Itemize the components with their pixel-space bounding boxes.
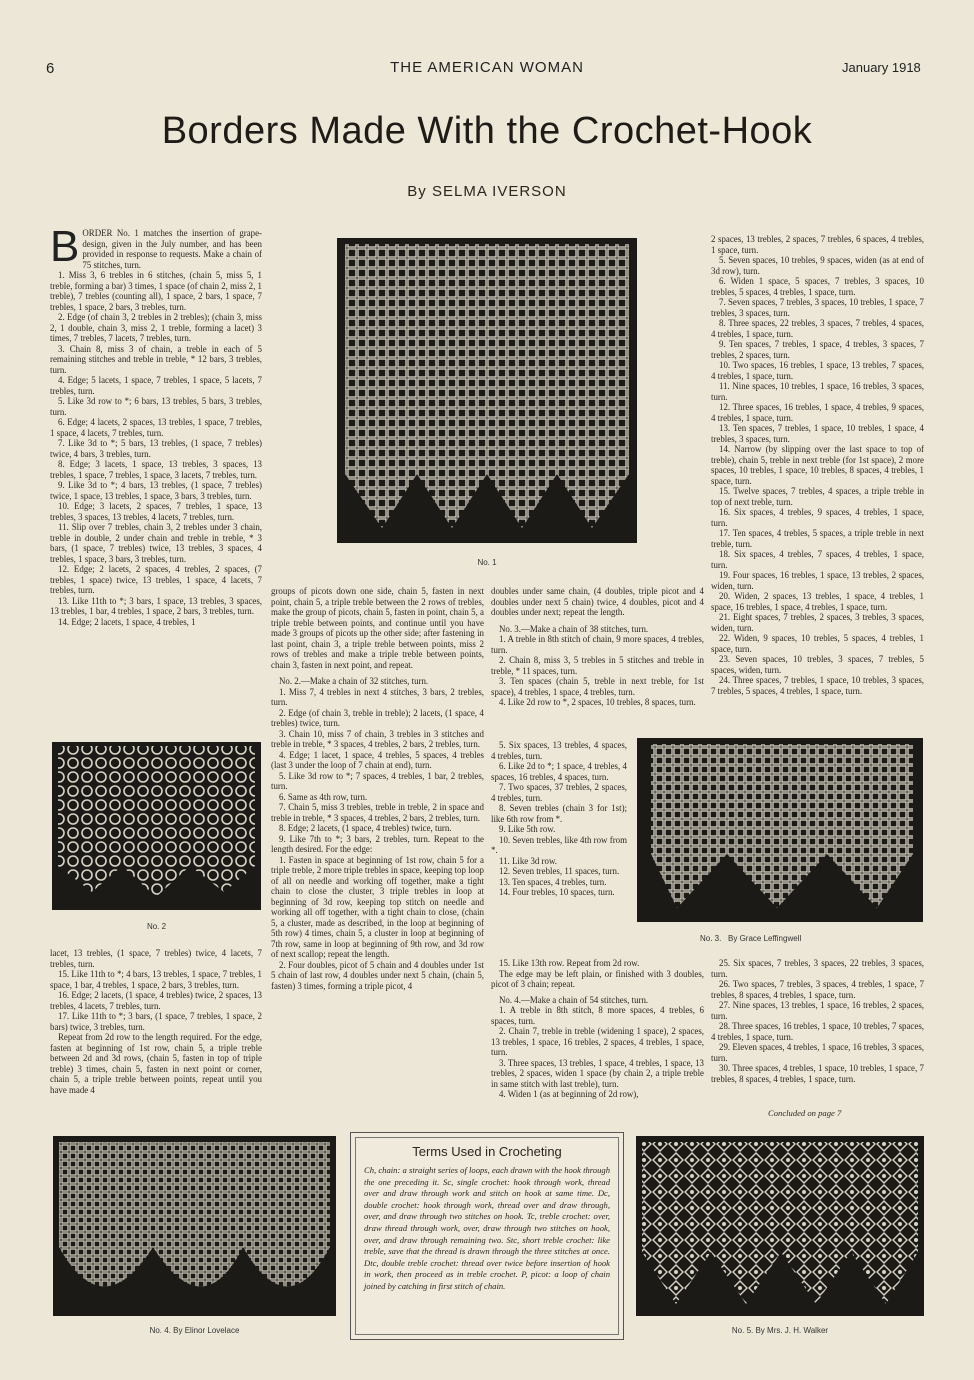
paragraph: 19. Four spaces, 16 trebles, 1 space, 13 trebles, 2 spaces, widen, turn. xyxy=(711,570,924,591)
paragraph: 6. Same as 4th row, turn. xyxy=(279,791,368,802)
paragraph: 13. Ten spaces, 4 trebles, turn. xyxy=(499,876,607,887)
column-1b-text xyxy=(50,948,262,1128)
paragraph: 15. Twelve spaces, 7 trebles, 4 spaces, a triple treble in top of next treble, turn. xyxy=(711,486,924,507)
paragraph: 5. Six spaces, 13 trebles, 4 spaces, 4 trebles, turn. xyxy=(491,740,627,761)
caption-no-4: No. 4. By Elinor Lovelace xyxy=(149,1326,240,1335)
paragraph: 2. Edge (of chain 3, treble in treble); 2 lacets, (1 space, 4 trebles) twice, turn. xyxy=(271,707,484,728)
paragraph: 3. Three spaces, 13 trebles, 1 space, 4 trebles, 1 space, 13 trebles, 2 spaces, widen 1 space (by chain 2, a triple treble in same stitch with last treble), turn. xyxy=(491,1057,704,1089)
paragraph: 8. Edge; 3 lacets, 1 space, 13 trebles, 3 spaces, 13 trebles, 1 space, 7 trebles, 1 space, 3 lacets, 7 trebles, turn. xyxy=(50,459,262,480)
paragraph: 12. Edge; 2 lacets, 2 spaces, 4 trebles, 2 spaces, (7 trebles, 1 space) twice, 13 trebles, 1 space, 4 lacets, 7 trebles, turn. xyxy=(50,564,262,595)
column-2-text xyxy=(271,586,484,1130)
paragraph: 13. Like 11th to *; 3 bars, 1 space, 13 trebles, 3 spaces, 13 trebles, 1 bar, 4 trebles, 1 space, 2 bars, 3 trebles, turn. xyxy=(50,595,262,616)
paragraph: 12. Three spaces, 16 trebles, 1 space, 4 trebles, 9 spaces, 4 trebles, 1 space, turn. xyxy=(711,402,924,423)
paragraph: 17. Ten spaces, 4 trebles, 5 spaces, a triple treble in next treble, turn. xyxy=(711,528,924,549)
caption-no-3-author: By Grace Leffingwell xyxy=(728,934,802,943)
paragraph: 8. Edge; 2 lacets, (1 space, 4 trebles) twice, turn. xyxy=(279,823,452,833)
paragraph: 9. Like 7th to *; 3 bars, 2 trebles, turn. Repeat to the length desired. For the edge: xyxy=(271,833,484,854)
paragraph: 1. Miss 3, 6 trebles in 6 stitches, (chain 5, miss 5, 1 treble, forming a bar) 3 times, 1 space (of chain 2, miss 2, 1 treble), 7 trebles (counting all), 1 space, 2 bars, 1 space, 7 trebles, 1 space, 2 bars, 3 trebles, turn. xyxy=(50,270,262,312)
paragraph: 4. Edge; 5 lacets, 1 space, 7 trebles, 1 space, 5 lacets, 7 trebles, turn. xyxy=(50,375,262,396)
paragraph: 7. Like 3d to *; 5 bars, 13 trebles, (1 space, 7 trebles) twice, 4 bars, 3 trebles, turn. xyxy=(50,438,262,459)
paragraph: 27. Nine spaces, 13 trebles, 1 space, 16 trebles, 2 spaces, turn. xyxy=(711,1000,924,1021)
page-number: 6 xyxy=(46,60,56,77)
paragraph: No. 2.—Make a chain of 32 stitches, turn. xyxy=(279,676,429,686)
paragraph: lacet, 13 trebles, (1 space, 7 trebles) twice, 4 lacets, 7 trebles, turn. xyxy=(50,948,262,969)
paragraph: 4. Widen 1 (as at beginning of 2d row), xyxy=(499,1089,639,1099)
photo-border-no-2 xyxy=(52,742,261,910)
magazine-title: THE AMERICAN WOMAN xyxy=(390,59,584,76)
column-3-top-text xyxy=(491,586,704,736)
paragraph: 1. A treble in 8th stitch, 8 more spaces, 4 trebles, 6 spaces, turn. xyxy=(491,1005,704,1026)
paragraph: 17. Like 11th to *; 3 bars, (1 space, 7 trebles, 1 space, 2 bars) twice, 3 trebles, turn. xyxy=(50,1011,262,1032)
paragraph: 3. Chain 8, miss 3 of chain, a treble in each of 5 remaining stitches and treble in treble, * 12 bars, 3 trebles, turn. xyxy=(50,343,262,375)
paragraph: 1. A treble in 8th stitch of chain, 9 more spaces, 4 trebles, turn. xyxy=(491,634,704,655)
paragraph: 26. Two spaces, 7 trebles, 3 spaces, 4 trebles, 1 space, 7 trebles, 8 spaces, 4 trebles, 1 space, turn. xyxy=(711,979,924,1000)
paragraph: 10. Two spaces, 16 trebles, 1 space, 13 trebles, 7 spaces, 4 trebles, 1 space, turn. xyxy=(711,360,924,381)
paragraph: 1. Fasten in space at beginning of 1st row, chain 5 for a triple treble, 2 more triple trebles in space, keeping top loop of all on needle and working off together, make a tight chain to close the cluster, 3 triple trebles in loop at beginning of 3d row, keeping top stitch on needle and working all off together, with a tight chain to close, (chain 5, a cluster, made as described, in the loop at beginning of 5th row) 4 times, chain 5, a cluster in loop at beginning of 7th row, same in loop at beginning of 9th row, and 3d row of next scallop; repeat the length. xyxy=(271,854,484,959)
paragraph: 9. Ten spaces, 7 trebles, 1 space, 4 trebles, 3 spaces, 7 trebles, 2 spaces, turn. xyxy=(711,339,924,360)
paragraph: 14. Four trebles, 10 spaces, turn. xyxy=(499,887,615,897)
paragraph: 14. Narrow (by slipping over the last space to top of treble), chain 5, treble in next treble (for 1st space), 2 more spaces, 10 trebles, 1 space, 10 trebles, 8 spaces, 4 trebles, 1 space, turn. xyxy=(711,444,924,486)
paragraph: 12. Seven trebles, 11 spaces, turn. xyxy=(499,866,620,876)
photo-border-no-1 xyxy=(337,238,637,543)
terms-text: Ch, chain: a straight series of loops, each drawn with the hook through the one preceding it. Sc, single crochet: hook through work, thread over and draw through work and stitch on hook at same time. Dc, double crochet: hook through work, thread over and draw through, over, and draw through two stitches on hook. Tc, treble crochet: over, draw thread through work, over, draw through two stitches on hook, over, and draw through remaining two. Stc, short treble crochet: like treble, save that the thread is drawn through the three stitches at once. Dtc, double treble crochet: thread over twice before insertion of hook in work, then proceed as in treble crochet. P, picot: a loop of chain joined by catching in first stitch of chain. xyxy=(364,1165,610,1291)
paragraph: 10. Seven trebles, like 4th row from *. xyxy=(491,834,627,855)
paragraph: Repeat from 2d row to the length required. For the edge, fasten at beginning of 1st row, chain 5, a triple treble between 2d and 3d rows, (chain 5, fasten in top of triple treble) 3 times, chain 5, fasten in next point or corner, chain 5, a triple treble between points, repeat until you have made 4 xyxy=(50,1032,262,1095)
paragraph: 2. Four doubles, picot of 5 chain and 4 doubles under 1st 5 chain of last row, 4 doubles under next 5 chain, (chain 5, fasten) 3 times, forming a triple picot, 4 xyxy=(271,959,484,991)
paragraph: 6. Edge; 4 lacets, 2 spaces, 13 trebles, 1 space, 7 trebles, 1 space, 4 lacets, 7 trebles, turn. xyxy=(50,417,262,438)
paragraph: 5. Seven spaces, 10 trebles, 9 spaces, widen (as at end of 3d row), turn. xyxy=(711,255,924,276)
caption-no-1: No. 1 xyxy=(477,558,497,567)
column-4b-text xyxy=(711,958,924,1090)
paragraph: 29. Eleven spaces, 4 trebles, 1 space, 16 trebles, 3 spaces, turn. xyxy=(711,1042,924,1063)
paragraph: 24. Three spaces, 7 trebles, 1 space, 10 trebles, 3 spaces, 7 trebles, 5 spaces, 4 trebles, 1 space, turn. xyxy=(711,675,924,696)
paragraph: 18. Six spaces, 4 trebles, 7 spaces, 4 trebles, 1 space, turn. xyxy=(711,549,924,570)
column-3-narrow-text xyxy=(491,740,627,962)
caption-no-2: No. 2 xyxy=(146,922,167,931)
paragraph: 4. Edge; 1 lacet, 1 space, 4 trebles, 5 spaces, 4 trebles (last 3 under the loop of 7 chain at end), turn. xyxy=(271,749,484,770)
paragraph: 2. Chain 8, miss 3, 5 trebles in 5 stitches and treble in treble, * 11 spaces, turn. xyxy=(491,655,704,676)
paragraph: The edge may be left plain, or finished with 3 doubles, picot of 3 chain; repeat. xyxy=(491,968,704,989)
paragraph: 2. Chain 7, treble in treble (widening 1 space), 2 spaces, 13 trebles, 1 space, 16 trebles, 2 spaces, 4 trebles, 1 space, turn. xyxy=(491,1026,704,1057)
paragraph: groups of picots down one side, chain 5, fasten in next point, chain 5, a triple treble between the 2 rows of trebles, make the group of picots, chain 5, fasten in point, chain 5, a triple treble between points, and continue until you have made 3 groups of picots up the other side; after fastening in last point, chain 3, a triple treble between points, miss 2 rows of trebles and make a triple treble between points, chain 3, fasten in next point, and repeat. xyxy=(271,586,484,670)
paragraph: 5. Like 3d row to *; 6 bars, 13 trebles, 5 bars, 3 trebles, turn. xyxy=(50,396,262,417)
column-3-bottom-text xyxy=(491,958,704,1130)
paragraph: 25. Six spaces, 7 trebles, 3 spaces, 22 trebles, 3 spaces, turn. xyxy=(711,958,924,979)
caption-no-3-label: No. 3. xyxy=(700,934,722,943)
paragraph: 22. Widen, 9 spaces, 10 trebles, 5 spaces, 4 trebles, 1 space, turn. xyxy=(711,633,924,654)
paragraph: 16. Edge; 2 lacets, (1 space, 4 trebles) twice, 2 spaces, 13 trebles, 4 lacets, 7 trebles, turn. xyxy=(50,990,262,1011)
terms-title: Terms Used in Crocheting xyxy=(412,1144,562,1159)
caption-no-3 xyxy=(700,934,801,943)
paragraph: 30. Three spaces, 4 trebles, 1 space, 10 trebles, 1 space, 7 trebles, 8 spaces, 4 trebles, 1 space, turn. xyxy=(711,1063,924,1084)
paragraph: 7. Chain 5, miss 3 trebles, treble in treble, 2 in space and treble in treble, * 3 spaces, 4 trebles, 2 bars, 2 trebles, turn. xyxy=(271,802,484,823)
paragraph: 6. Widen 1 space, 5 spaces, 7 trebles, 3 spaces, 10 trebles, 5 spaces, 4 trebles, 1 space, turn. xyxy=(711,276,924,297)
paragraph: 1. Miss 7, 4 trebles in next 4 stitches, 3 bars, 2 trebles, turn. xyxy=(271,686,484,707)
paragraph: 11. Nine spaces, 10 trebles, 1 space, 16 trebles, 3 spaces, turn. xyxy=(711,381,924,402)
terms-box xyxy=(350,1132,624,1340)
paragraph: 9. Like 5th row. xyxy=(499,824,556,834)
paragraph: 11. Like 3d row. xyxy=(499,855,558,866)
paragraph: 8. Seven trebles (chain 3 for 1st); like 6th row from *. xyxy=(491,803,627,824)
paragraph: doubles under same chain, (4 doubles, triple picot and 4 doubles under next 5 chain) twice, 4 doubles, picot and 4 doubles under next; repeat the length. xyxy=(491,586,704,617)
concluded-note: Concluded on page 7 xyxy=(768,1108,842,1118)
paragraph: No. 3.—Make a chain of 38 stitches, turn. xyxy=(499,623,649,634)
paragraph: 13. Ten spaces, 7 trebles, 1 space, 10 trebles, 1 space, 4 trebles, 3 spaces, turn. xyxy=(711,423,924,444)
paragraph: 6. Like 2d to *; 1 space, 4 trebles, 4 spaces, 16 trebles, 4 spaces, turn. xyxy=(491,761,627,782)
issue-date: January 1918 xyxy=(842,60,921,75)
paragraph: 10. Edge; 3 lacets, 2 spaces, 7 trebles, 1 space, 13 trebles, 3 spaces, 13 trebles, 4 lacets, 7 trebles, turn. xyxy=(50,501,262,522)
photo-border-no-3 xyxy=(637,738,923,922)
article-byline: By SELMA IVERSON xyxy=(407,183,567,200)
paragraph: No. 4.—Make a chain of 54 stitches, turn. xyxy=(499,994,649,1005)
paragraph: 16. Six spaces, 4 trebles, 9 spaces, 4 trebles, 1 space, turn. xyxy=(711,507,924,528)
paragraph: ORDER No. 1 matches the insertion of grape-design, given in the July number, and has been provided in response to requests. Make a chain of 75 stitches, turn. xyxy=(82,228,262,270)
article-title: Borders Made With the Crochet-Hook xyxy=(161,110,813,152)
paragraph: 9. Like 3d to *; 4 bars, 13 trebles, (1 space, 7 trebles) twice, 1 space, 13 trebles, 1 space, 3 bars, 3 trebles, turn. xyxy=(50,480,262,501)
column-1-text xyxy=(50,228,262,736)
paragraph: 4. Like 2d row to *, 2 spaces, 10 trebles, 8 spaces, turn. xyxy=(499,697,696,707)
paragraph: 3. Chain 10, miss 7 of chain, 3 trebles in 3 stitches and treble in treble, * 3 spaces, 4 trebles, 2 bars, 2 trebles, turn. xyxy=(271,728,484,749)
paragraph: 7. Seven spaces, 7 trebles, 3 spaces, 10 trebles, 1 space, 7 trebles, 3 spaces, turn. xyxy=(711,297,924,318)
paragraph: 23. Seven spaces, 10 trebles, 3 spaces, 7 trebles, 5 spaces, widen, turn. xyxy=(711,654,924,675)
paragraph: 11. Slip over 7 trebles, chain 3, 2 trebles under 3 chain, treble in double, 2 under chain and treble in treble, * 3 bars, (1 space, 7 trebles) twice, 13 trebles, 3 spaces, 4 trebles, 1 space, 3 bars, 3 trebles, turn. xyxy=(50,522,262,564)
paragraph: 20. Widen, 2 spaces, 13 trebles, 1 space, 4 trebles, 1 space, 16 trebles, 1 space, 4 trebles, 1 space, turn. xyxy=(711,591,924,612)
photo-border-no-4 xyxy=(53,1136,336,1316)
paragraph: 3. Ten spaces (chain 5, treble in next treble, for 1st space), 4 trebles, 1 space, 4 trebles, turn. xyxy=(491,676,704,697)
paragraph: 15. Like 13th row. Repeat from 2d row. xyxy=(499,958,640,968)
paragraph: 14. Edge; 2 lacets, 1 space, 4 trebles, 1 xyxy=(58,616,196,627)
paragraph: 5. Like 3d row to *; 7 spaces, 4 trebles, 1 bar, 2 trebles, turn. xyxy=(271,770,484,791)
caption-no-5: No. 5. By Mrs. J. H. Walker xyxy=(731,1326,829,1335)
paragraph: 15. Like 11th to *; 4 bars, 13 trebles, 1 space, 7 trebles, 1 space, 1 bar, 4 trebles, 1 space, 2 bars, 3 trebles, turn. xyxy=(50,969,262,990)
column-4-text xyxy=(711,234,924,734)
paragraph: 2 spaces, 13 trebles, 2 spaces, 7 trebles, 6 spaces, 4 trebles, 1 space, turn. xyxy=(711,234,924,255)
paragraph: 21. Eight spaces, 7 trebles, 2 spaces, 3 trebles, 3 spaces, widen, turn. xyxy=(711,612,924,633)
drop-cap: B xyxy=(50,228,80,271)
paragraph: 7. Two spaces, 37 trebles, 2 spaces, 4 trebles, turn. xyxy=(491,782,627,803)
photo-border-no-5 xyxy=(636,1136,924,1316)
paragraph: 2. Edge (of chain 3, 2 trebles in 2 trebles); (chain 3, miss 2, 1 double, chain 3, miss 2, 1 treble, forming a lacet) 3 times, 7 trebles, 7 lacets, 7 trebles, turn. xyxy=(50,312,262,343)
paragraph: 8. Three spaces, 22 trebles, 3 spaces, 7 trebles, 4 spaces, 4 trebles, 1 space, turn. xyxy=(711,318,924,339)
paragraph: 28. Three spaces, 16 trebles, 1 space, 10 trebles, 7 spaces, 4 trebles, 1 space, turn. xyxy=(711,1021,924,1042)
